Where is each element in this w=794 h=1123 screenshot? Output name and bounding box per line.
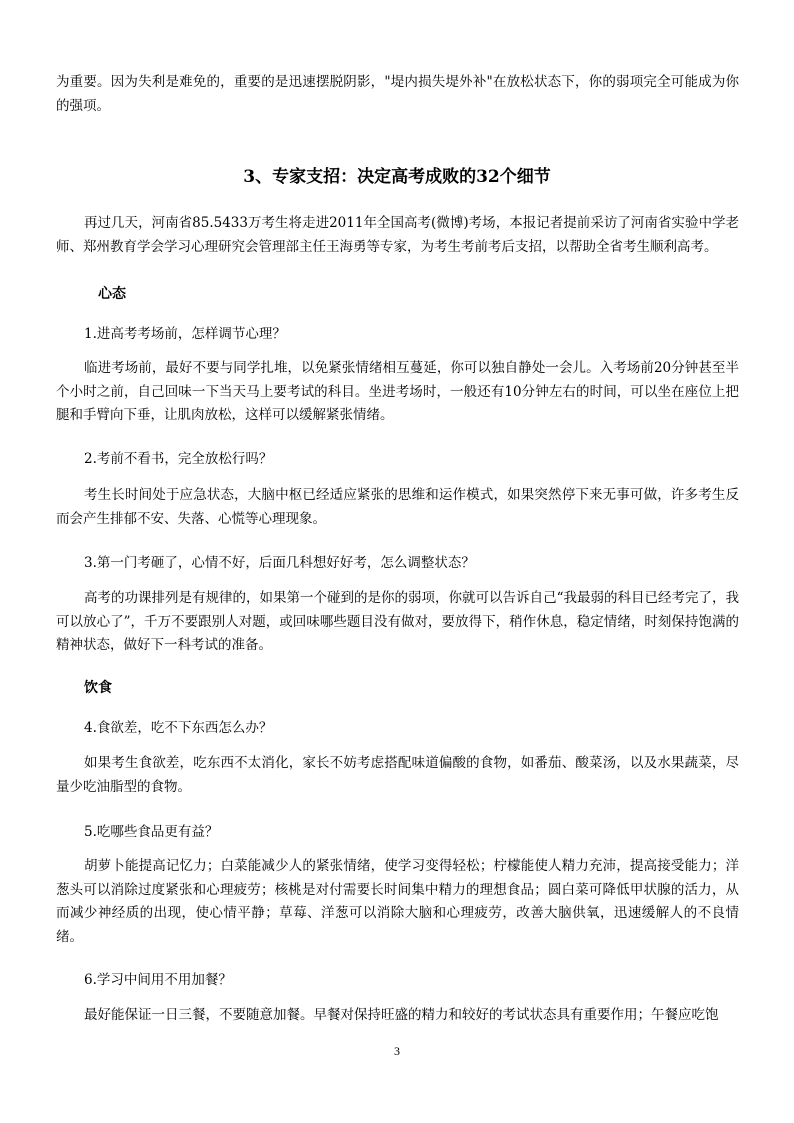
lead-paragraph: 再过几天，河南省85.5433万考生将走进2011年全国高考(微博)考场，本报记者提前采访了河南省实验中学老师、郑州教育学会学习心理研究会管理部主任王海勇等专家，为考生考前考后支招，以帮助全省考生顺利高考。	[56, 215, 739, 255]
answer-4: 如果考生食欲差，吃东西不太消化，家长不妨考虑搭配味道偏酸的食物，如番茄、酸菜汤，以及水果蔬菜，尽量少吃油脂型的食物。	[56, 755, 739, 795]
question-5: 5.吃哪些食品更有益？	[84, 824, 219, 840]
question-6: 6.学习中间用不用加餐？	[84, 972, 232, 988]
answer-6: 最好能保证一日三餐，不要随意加餐。早餐对保持旺盛的精力和较好的考试状态具有重要作用；午餐应吃饱	[84, 1007, 719, 1023]
answer-1: 临进考场前，最好不要与同学扎堆，以免紧张情绪相互蔓延，你可以独自静处一会儿。入考场前20分钟甚至半个小时之前，自己回味一下当天马上要考试的科目。坐进考场时，一般还有10分钟左右的时间，可以坐在座位上把腿和手臂向下垂，让肌肉放松，这样可以缓解紧张情绪。	[56, 360, 739, 423]
question-1: 1.进高考考场前，怎样调节心理？	[84, 326, 286, 342]
question-3: 3.第一门考砸了，心情不好，后面几科想好好考，怎么调整状态？	[84, 555, 475, 571]
question-4: 4.食欲差，吃不下东西怎么办？	[84, 720, 273, 736]
intro-paragraph: 为重要。因为失利是难免的，重要的是迅速摆脱阴影，"堤内损失堤外补"在放松状态下，你的弱项完全可能成为你的强项。	[56, 74, 739, 114]
question-2: 2.考前不看书，完全放松行吗？	[84, 451, 273, 467]
answer-2: 考生长时间处于应急状态，大脑中枢已经适应紧张的思维和运作模式，如果突然停下来无事可做，许多考生反而会产生排郁不安、失落、心慌等心理现象。	[56, 487, 739, 527]
page-number: 3	[394, 1044, 400, 1058]
answer-5: 胡萝卜能提高记忆力；白菜能减少人的紧张情绪，使学习变得轻松；柠檬能使人精力充沛，提高接受能力；洋葱头可以消除过度紧张和心理疲劳；核桃是对付需要长时间集中精力的理想食品；圆白菜可降低甲状腺的活力，从而减少神经质的出现，使心情平静；草莓、洋葱可以消除大脑和心理疲劳，改善大脑供氧，迅速缓解人的不良情绪。	[56, 858, 739, 945]
section-title: 3、专家支招：决定高考成败的32个细节	[243, 167, 551, 187]
subsection-diet: 饮食	[84, 680, 112, 696]
subsection-mindset: 心态	[98, 286, 126, 302]
answer-3: 高考的功课排列是有规律的，如果第一个碰到的是你的弱项，你就可以告诉自己“我最弱的科目已经考完了，我可以放心了”，千万不要跟别人对题，或回味哪些题目没有做对，要放得下，稍作休息，稳定情绪，时刻保持饱满的精神状态，做好下一科考试的准备。	[56, 590, 739, 653]
